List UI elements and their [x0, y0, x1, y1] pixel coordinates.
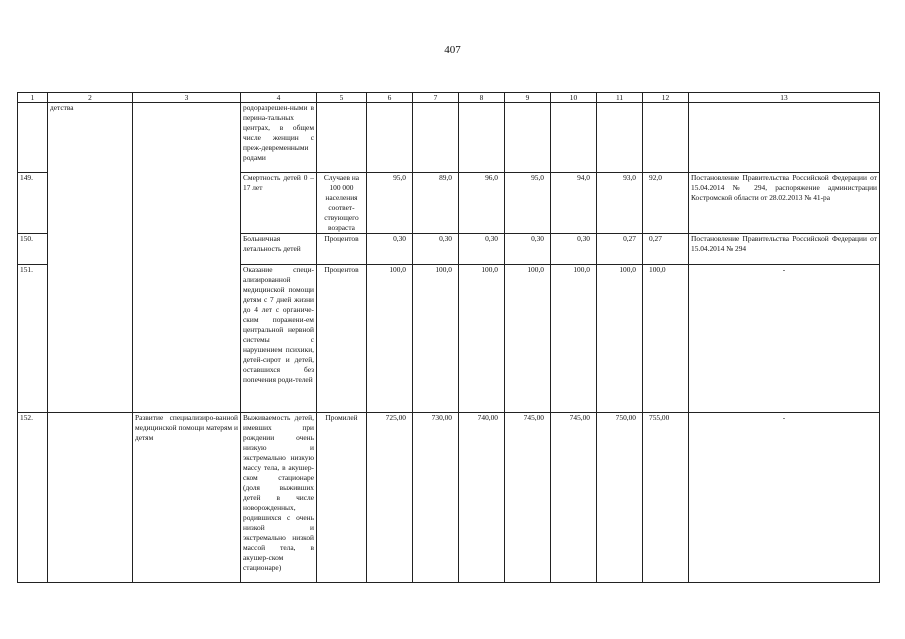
- indicator-cell: Выживаемость детей, имевших при рождении очень низкую и экстремально низкую массу тела, в акушер-ском стационаре (доля выживших детей в числе новорожденных, родившихся с очень низкой и экстремально низкой массой тела, в акушер-ском стационаре): [241, 413, 317, 583]
- value-cell: [505, 103, 551, 173]
- column-number: 7: [413, 93, 459, 103]
- value-cell: 0,30: [413, 234, 459, 265]
- value-cell: 93,0: [597, 173, 643, 234]
- column-number: 11: [597, 93, 643, 103]
- subsection-cell: [133, 103, 241, 413]
- basis-cell: [689, 103, 880, 173]
- column-number: 6: [367, 93, 413, 103]
- value-cell: 100,0: [459, 265, 505, 413]
- unit-cell: Промилей: [317, 413, 367, 583]
- value-cell: 725,00: [367, 413, 413, 583]
- value-cell: 100,0: [597, 265, 643, 413]
- indicator-cell: Оказание специ-ализированной медицинской помощи детям с 7 дней жизни до 4 лет с органиче-ским поражени-ем центральной нервной системы с нарушением психики, детей-сирот и детей, оставшихся без попечения роди-телей: [241, 265, 317, 413]
- value-cell: 730,00: [413, 413, 459, 583]
- value-cell: 89,0: [413, 173, 459, 234]
- value-cell: 755,00: [643, 413, 689, 583]
- column-number: 3: [133, 93, 241, 103]
- table-row: [18, 413, 880, 583]
- row-number: 152.: [18, 413, 48, 583]
- column-number: 8: [459, 93, 505, 103]
- value-cell: [367, 103, 413, 173]
- value-cell: [551, 103, 597, 173]
- value-cell: 0,27: [643, 234, 689, 265]
- value-cell: 92,0: [643, 173, 689, 234]
- section-cell: [48, 413, 133, 583]
- indicator-cell: Больничная летальность детей: [241, 234, 317, 265]
- value-cell: 745,00: [505, 413, 551, 583]
- unit-cell: Процентов: [317, 234, 367, 265]
- value-cell: 100,0: [551, 265, 597, 413]
- value-cell: [597, 103, 643, 173]
- value-cell: 740,00: [459, 413, 505, 583]
- basis-cell: Постановление Правительства Российской Федерации от 15.04.2014 № 294, распоряжение администрации Костромской области от 28.02.2013 № 41-ра: [689, 173, 880, 234]
- unit-cell: Случаев на 100 000 населения соответ-ствующего возраста: [317, 173, 367, 234]
- column-number: 4: [241, 93, 317, 103]
- value-cell: 0,30: [367, 234, 413, 265]
- column-number-row: [18, 93, 880, 103]
- value-cell: 100,0: [505, 265, 551, 413]
- value-cell: 0,30: [551, 234, 597, 265]
- value-cell: 95,0: [505, 173, 551, 234]
- value-cell: 0,30: [505, 234, 551, 265]
- section-cell: детства: [48, 103, 133, 413]
- value-cell: 0,27: [597, 234, 643, 265]
- column-number: 5: [317, 93, 367, 103]
- value-cell: 0,30: [459, 234, 505, 265]
- unit-cell: [317, 103, 367, 173]
- row-number: 150.: [18, 234, 48, 265]
- column-number: 2: [48, 93, 133, 103]
- value-cell: [643, 103, 689, 173]
- basis-cell: -: [689, 265, 880, 413]
- table-row: [18, 103, 880, 173]
- value-cell: [459, 103, 505, 173]
- column-number: 9: [505, 93, 551, 103]
- column-number: 10: [551, 93, 597, 103]
- value-cell: 100,0: [413, 265, 459, 413]
- unit-cell: Процентов: [317, 265, 367, 413]
- row-number: 149.: [18, 173, 48, 234]
- basis-cell: -: [689, 413, 880, 583]
- value-cell: 100,0: [643, 265, 689, 413]
- column-number: 13: [689, 93, 880, 103]
- page-number: 407: [444, 44, 461, 56]
- value-cell: 96,0: [459, 173, 505, 234]
- subsection-cell: Развитие специализиро-ванной медицинской помощи матерям и детям: [133, 413, 241, 583]
- column-number: 12: [643, 93, 689, 103]
- value-cell: 94,0: [551, 173, 597, 234]
- value-cell: 100,0: [367, 265, 413, 413]
- indicator-cell: родоразрешен-ными в перина-тальных центрах, в общем числе женщин с преж-девременными родами: [241, 103, 317, 173]
- indicators-table: [17, 92, 880, 583]
- row-number: 151.: [18, 265, 48, 413]
- value-cell: 750,00: [597, 413, 643, 583]
- value-cell: [413, 103, 459, 173]
- row-number: [18, 103, 48, 173]
- column-number: 1: [18, 93, 48, 103]
- basis-cell: Постановление Правительства Российской Федерации от 15.04.2014 № 294: [689, 234, 880, 265]
- value-cell: 95,0: [367, 173, 413, 234]
- value-cell: 745,00: [551, 413, 597, 583]
- indicator-cell: Смертность детей 0 – 17 лет: [241, 173, 317, 234]
